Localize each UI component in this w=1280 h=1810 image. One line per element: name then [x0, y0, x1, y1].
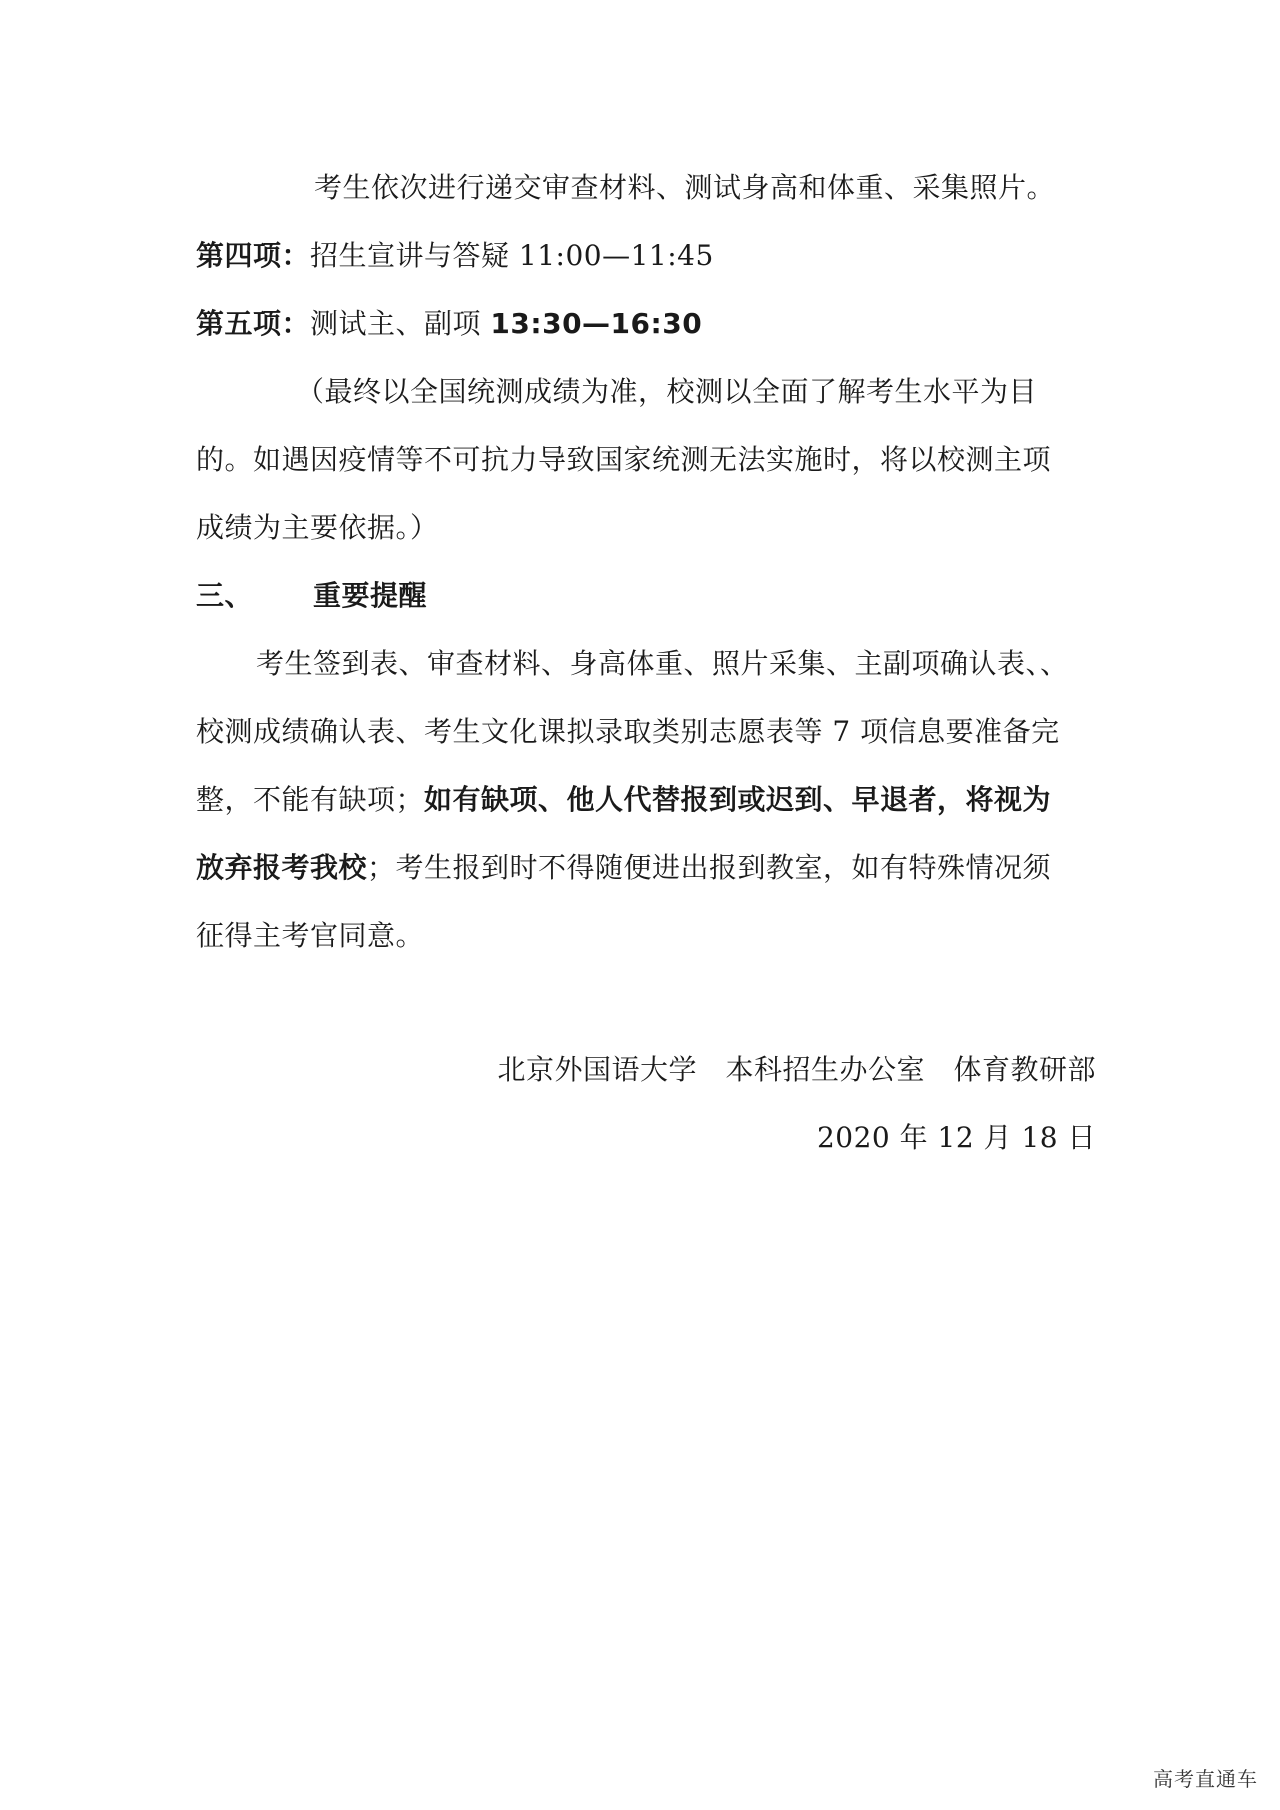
- paragraph-line: [196, 168, 1214, 208]
- reminder-line-2: [196, 712, 1096, 752]
- warning-text: 如有缺项、他人代替报到或迟到、早退者，将视为: [424, 783, 1052, 816]
- item-four-line: [196, 236, 1096, 276]
- reminder-line-5: [196, 916, 1096, 956]
- note-line-1: [196, 372, 1196, 412]
- line-text: 整，不能有缺项；: [196, 783, 425, 816]
- signature-date-text: 2020 年 12 月 18 日: [816, 1121, 1096, 1154]
- signature-org-text: 北京外国语大学 本科招生办公室 体育教研部: [497, 1053, 1096, 1086]
- reminder-line-3: [196, 780, 1096, 820]
- warning-text: 放弃报考我校: [196, 851, 368, 884]
- section-number: 三、: [196, 579, 254, 612]
- line-text: 成绩为主要依据。）: [196, 511, 439, 544]
- item-four-text: 招生宣讲与答疑 11:00—11:45: [310, 239, 714, 272]
- reminder-line-1: [196, 644, 1156, 684]
- line-text: 考生依次进行递交审查材料、测试身高和体重、采集照片。: [314, 171, 1056, 204]
- line-text: 考生签到表、审查材料、身高体重、照片采集、主副项确认表、、: [256, 647, 1069, 680]
- item-four-label: 第四项：: [196, 239, 311, 272]
- note-line-3: [196, 508, 1096, 548]
- item-five-label: 第五项：: [196, 307, 311, 340]
- note-line-2: [196, 440, 1096, 480]
- watermark: 高考直通车: [1153, 1767, 1258, 1791]
- line-text: 征得主考官同意。: [196, 919, 425, 952]
- reminder-line-4: [196, 848, 1096, 888]
- line-text: 的。如遇因疫情等不可抗力导致国家统测无法实施时，将以校测主项: [196, 443, 1052, 476]
- item-five-text: 测试主、副项: [310, 307, 491, 340]
- line-text: ；考生报到时不得随便进出报到教室，如有特殊情况须: [367, 851, 1052, 884]
- section-heading: [196, 576, 1096, 616]
- signature-org: [497, 1050, 1096, 1090]
- line-text: 校测成绩确认表、考生文化课拟录取类别志愿表等 7 项信息要准备完: [196, 715, 1060, 748]
- section-title: 重要提醒: [313, 579, 428, 612]
- line-text: （最终以全国统测成绩为准，校测以全面了解考生水平为目: [296, 375, 1038, 408]
- item-five-time: 13:30—16:30: [490, 307, 703, 340]
- signature-date: [817, 1118, 1096, 1158]
- item-five-line: [196, 304, 1096, 344]
